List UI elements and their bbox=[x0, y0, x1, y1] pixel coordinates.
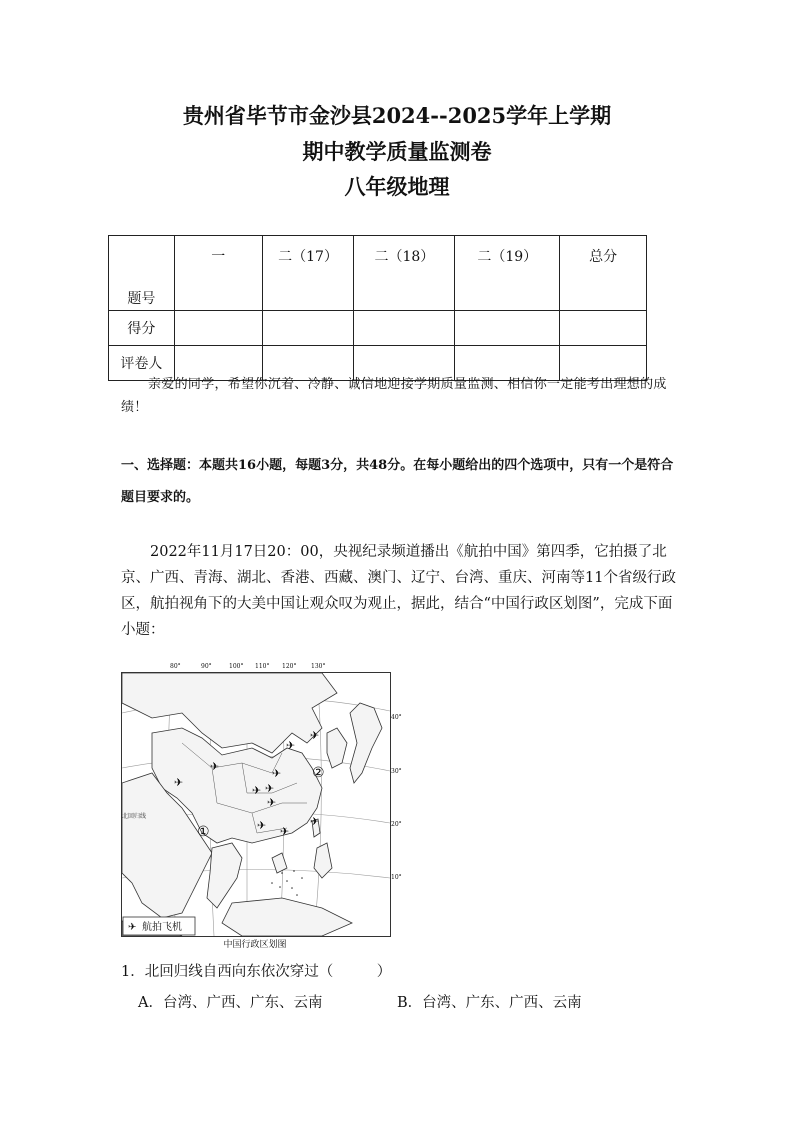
lat-tick: 30° bbox=[391, 768, 402, 775]
col-header-3: 二（18） bbox=[354, 236, 455, 311]
lon-tick: 80° bbox=[170, 663, 181, 670]
tropic-label: 北回归线 bbox=[122, 813, 147, 820]
marker-1: ① bbox=[197, 824, 210, 840]
lon-tick: 130° bbox=[311, 663, 326, 670]
map-latitude-labels bbox=[390, 672, 410, 935]
lat-tick: 20° bbox=[391, 821, 402, 828]
legend-label: 航拍飞机 bbox=[142, 922, 182, 933]
col-header-2: 二（17） bbox=[262, 236, 354, 311]
col-header-4: 二（19） bbox=[455, 236, 560, 311]
score-row bbox=[109, 311, 647, 346]
question-1-option-a[interactable]: A．台湾、广西、广东、云南 bbox=[138, 995, 323, 1011]
airplane-icon: ✈ bbox=[265, 782, 275, 795]
marker-2: ② bbox=[312, 765, 325, 781]
score-cell[interactable] bbox=[174, 311, 262, 346]
airplane-icon: ✈ bbox=[272, 767, 282, 780]
airplane-icon: ✈ bbox=[252, 784, 262, 797]
score-table-header-row bbox=[109, 236, 647, 311]
lat-tick: 40° bbox=[391, 714, 402, 721]
map-caption: 中国行政区划图 bbox=[223, 940, 287, 950]
row-label-score: 得分 bbox=[109, 311, 175, 346]
airplane-icon: ✈ bbox=[310, 815, 320, 828]
row-label-grader: 评卷人 bbox=[109, 346, 175, 381]
lon-tick: 100° bbox=[229, 663, 244, 670]
airplane-icon: ✈ bbox=[310, 729, 320, 742]
score-cell[interactable] bbox=[560, 311, 647, 346]
china-admin-map bbox=[121, 672, 391, 937]
airplane-icon: ✈ bbox=[210, 760, 220, 773]
question-1-stem: 1．北回归线自西向东依次穿过（ ） bbox=[121, 964, 392, 980]
airplane-icon: ✈ bbox=[257, 819, 267, 832]
score-cell[interactable] bbox=[455, 311, 560, 346]
lon-tick: 110° bbox=[255, 663, 270, 670]
airplane-icon: ✈ bbox=[286, 739, 296, 752]
lat-tick: 10° bbox=[391, 874, 402, 881]
lon-tick: 90° bbox=[201, 663, 212, 670]
section1-heading: 一、选择题：本题共16小题，每题3分，共48分。在每小题给出的四个选项中，只有一个是符合题目要求的。 bbox=[121, 458, 674, 505]
score-cell[interactable] bbox=[262, 311, 354, 346]
intro-text: 亲爱的同学，希望你沉着、冷静、诚信地迎接学期质量监测、相信你一定能考出理想的成绩！ bbox=[121, 377, 667, 415]
question-1-option-b[interactable]: B．台湾、广东、广西、云南 bbox=[397, 995, 582, 1011]
score-cell[interactable] bbox=[354, 311, 455, 346]
map-graphic bbox=[122, 673, 390, 936]
airplane-icon: ✈ bbox=[174, 776, 184, 789]
airplane-icon: ✈ bbox=[280, 825, 290, 838]
airplane-icon: ✈ bbox=[267, 796, 277, 809]
col-header-1: 一 bbox=[174, 236, 262, 311]
row-label-question-number: 题号 bbox=[109, 236, 175, 311]
col-header-total: 总分 bbox=[560, 236, 647, 311]
airplane-icon: ✈ bbox=[128, 922, 137, 933]
score-table bbox=[108, 235, 647, 381]
exam-title-line2: 期中教学质量监测卷 bbox=[302, 139, 492, 164]
exam-title-line3: 八年级地理 bbox=[344, 174, 450, 199]
reading-passage: 2022年11月17日20：00，央视纪录频道播出《航拍中国》第四季，它拍摄了北京、广西、青海、湖北、香港、西藏、澳门、辽宁、台湾、重庆、河南等11个省级行政区，航拍视角下的大美中国让观众叹为观止，据此，结合“中国行政区划图”，完成下面小题： bbox=[121, 544, 676, 638]
exam-title-line1: 贵州省毕节市金沙县2024--2025学年上学期 bbox=[182, 103, 612, 128]
lon-tick: 120° bbox=[282, 663, 297, 670]
